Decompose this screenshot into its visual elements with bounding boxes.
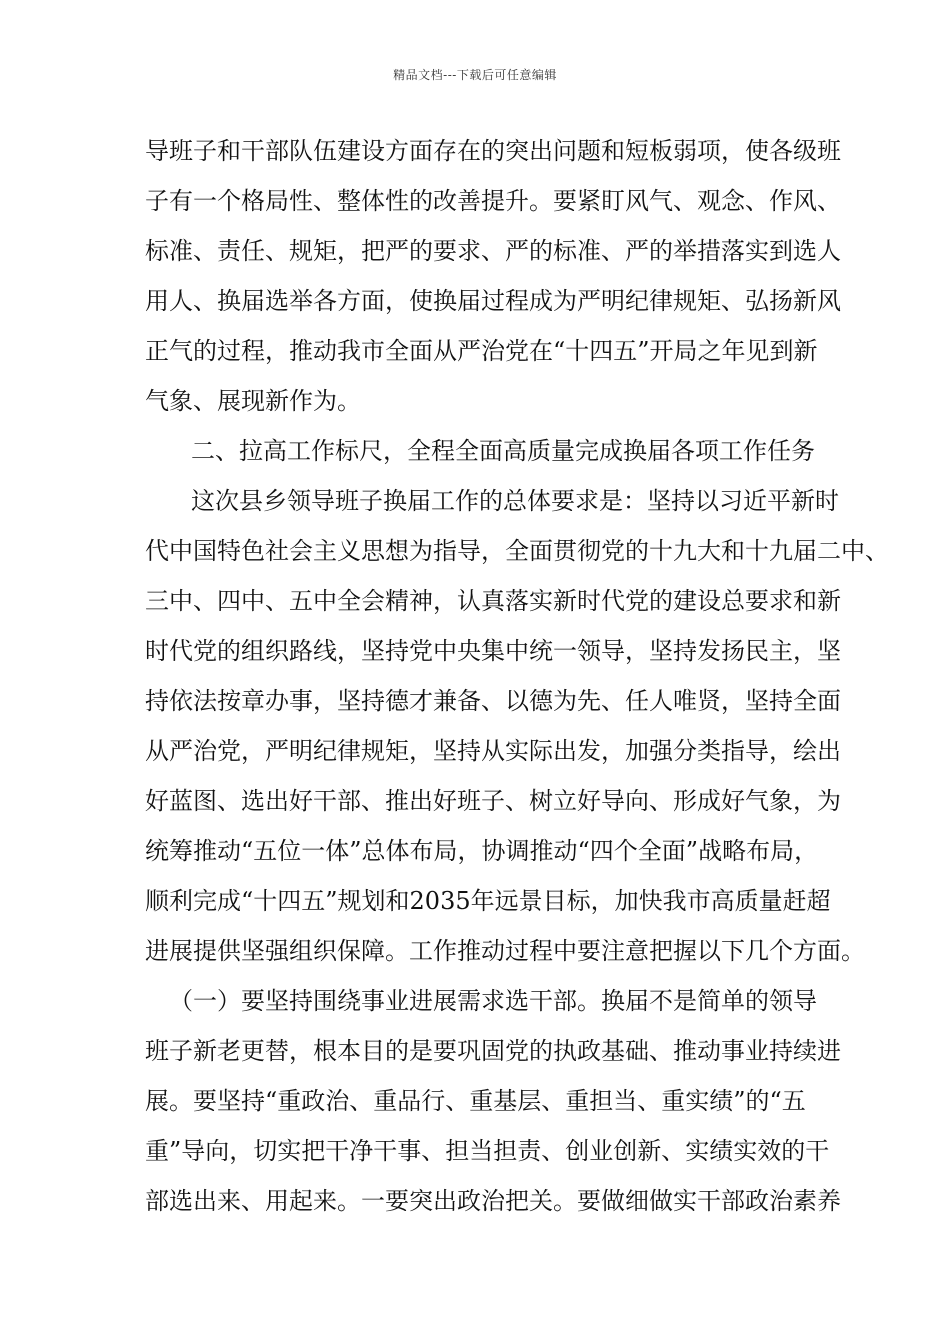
text-line: 正气的过程，推动我市全面从严治党在“十四五”开局之年见到新 <box>145 337 818 365</box>
text-line: 从严治党，严明纪律规矩，坚持从实际出发，加强分类指导，绘出 <box>145 737 841 765</box>
text-line: 顺利完成“十四五”规划和2035年远景目标，加快我市高质量赶超 <box>145 887 831 915</box>
text-line: 持依法按章办事，坚持德才兼备、以德为先、任人唯贤，坚持全面 <box>145 687 841 715</box>
text-line: 班子新老更替，根本目的是要巩固党的执政基础、推动事业持续进 <box>145 1037 841 1065</box>
text-line: 部选出来、用起来。一要突出政治把关。要做细做实干部政治素养 <box>145 1187 841 1215</box>
page-header: 精品文档---下载后可任意编辑 <box>393 68 557 82</box>
text-line: 三中、四中、五中全会精神，认真落实新时代党的建设总要求和新 <box>145 587 841 615</box>
text-line: 标准、责任、规矩，把严的要求、严的标准、严的举措落实到选人 <box>145 237 841 265</box>
document-body <box>145 126 889 1226</box>
paragraph-start-line: 这次县乡领导班子换届工作的总体要求是：坚持以习近平新时 <box>191 487 839 515</box>
text-line: 重”导向，切实把干净干事、担当担责、创业创新、实绩实效的干 <box>145 1137 830 1165</box>
text-line: 进展提供坚强组织保障。工作推动过程中要注意把握以下几个方面。 <box>145 937 865 965</box>
text-line: 展。要坚持“重政治、重品行、重基层、重担当、重实绩”的“五 <box>145 1087 806 1115</box>
text-line: 用人、换届选举各方面，使换届过程成为严明纪律规矩、弘扬新风 <box>145 287 841 315</box>
text-line: 子有一个格局性、整体性的改善提升。要紧盯风气、观念、作风、 <box>145 187 841 215</box>
text-line: 时代党的组织路线，坚持党中央集中统一领导，坚持发扬民主，坚 <box>145 637 841 665</box>
text-line: 代中国特色社会主义思想为指导，全面贯彻党的十九大和十九届二中、 <box>145 537 889 565</box>
text-line: 气象、展现新作为。 <box>145 387 361 415</box>
section-heading: 二、拉高工作标尺，全程全面高质量完成换届各项工作任务 <box>191 437 815 465</box>
text-line: 统筹推动“五位一体”总体布局，协调推动“四个全面”战略布局， <box>145 837 819 865</box>
subsection-start-line: （一）要坚持围绕事业进展需求选干部。换届不是简单的领导 <box>169 987 817 1015</box>
text-line: 好蓝图、选出好干部、推出好班子、树立好导向、形成好气象，为 <box>145 787 841 815</box>
text-line: 导班子和干部队伍建设方面存在的突出问题和短板弱项，使各级班 <box>145 137 841 165</box>
